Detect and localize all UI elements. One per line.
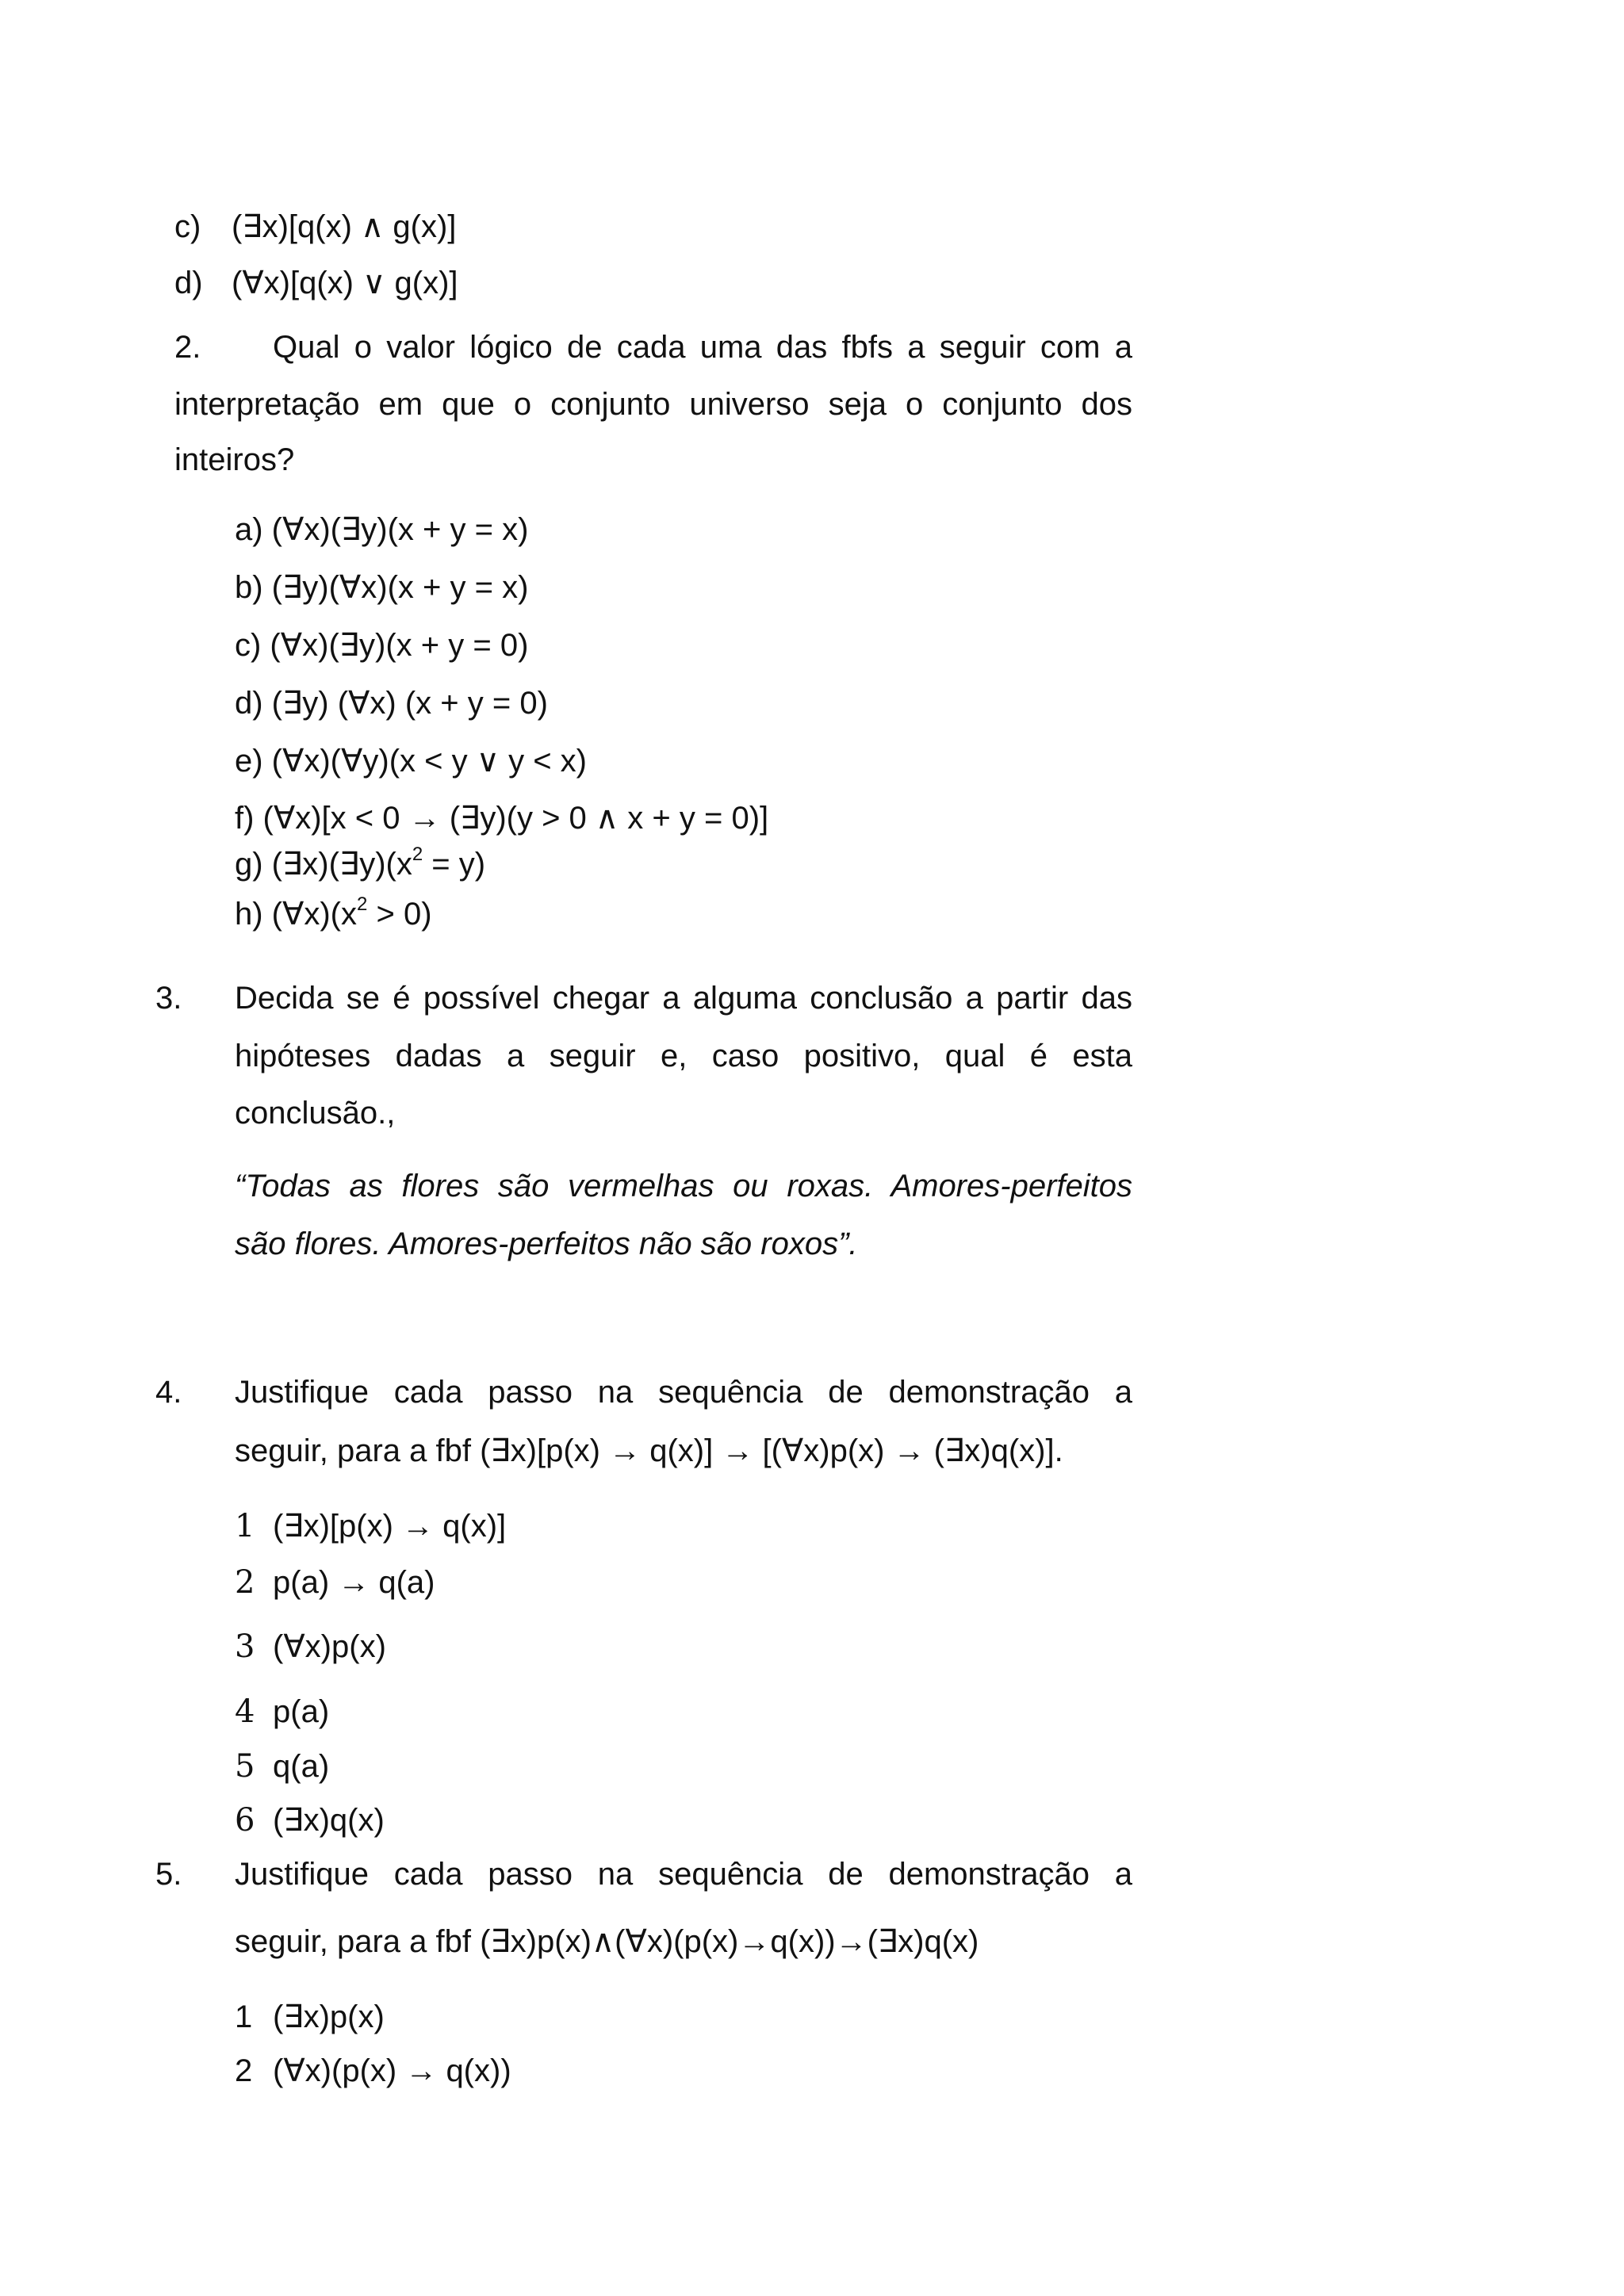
q4-step-1 [235, 1507, 506, 1545]
q5-line-1: Justifique cada passo na sequência de demonstração a [235, 1857, 1132, 1892]
q4-step-2 [235, 1563, 435, 1601]
q1-item-c-label: c) [174, 209, 201, 244]
q4-step-5-text: q(a) [273, 1749, 330, 1784]
q3-quote-line-1: “Todas as flores são vermelhas ou roxas. Amores-perfeitos [235, 1169, 1132, 1203]
q2-item-e: e) (∀x)(∀y)(x < y ∨ y < x) [235, 744, 588, 779]
q4-step-6 [235, 1801, 385, 1839]
q2-item-h-exponent: 2 [357, 894, 368, 915]
q1-item-d-text: (∀x)[q(x) ∨ g(x)] [232, 266, 458, 300]
q2-item-h [235, 895, 432, 933]
q3-quote-line-2: são flores. Amores-perfeitos não são roxos”. [235, 1226, 858, 1261]
q4-line-1: Justifique cada passo na sequência de demonstração a [235, 1375, 1132, 1410]
q2-item-g-exponent: 2 [412, 844, 423, 865]
q2-item-h-post: > 0) [367, 897, 432, 932]
q2-line-3: inteiros? [174, 442, 295, 477]
q4-step-4-number: 4 [235, 1693, 255, 1730]
q3-line-1: Decida se é possível chegar a alguma conclusão a partir das [235, 981, 1132, 1016]
q2-number: 2. [174, 330, 201, 365]
q5-step-1-text: (∃x)p(x) [273, 1999, 385, 2034]
q1-item-c [174, 208, 457, 246]
q4-step-2-text: p(a) → q(a) [273, 1565, 435, 1600]
q4-step-5-number: 5 [235, 1748, 255, 1785]
q3-line-3: conclusão., [235, 1096, 396, 1131]
q5-number: 5. [155, 1857, 182, 1892]
q1-item-d-label: d) [174, 266, 203, 300]
q4-step-3-number: 3 [235, 1628, 255, 1665]
q2-item-h-pre: h) (∀x)(x [235, 897, 358, 932]
q3-line-2: hipóteses dadas a seguir e, caso positivo, qual é esta [235, 1039, 1132, 1073]
q4-step-4-text: p(a) [273, 1694, 330, 1729]
q4-step-6-text: (∃x)q(x) [273, 1803, 385, 1838]
q5-step-1-number: 1 [235, 1999, 253, 2034]
q4-step-3 [235, 1628, 386, 1666]
q2-line-2: interpretação em que o conjunto universo seja o conjunto dos [174, 387, 1132, 422]
q2-item-a: a) (∀x)(∃y)(x + y = x) [235, 512, 529, 547]
q4-line-2: seguir, para a fbf (∃x)[p(x) → q(x)] → [(∀x)p(x) → (∃x)q(x)]. [235, 1433, 1063, 1468]
q4-step-1-number: 1 [235, 1508, 255, 1544]
q5-line-2: seguir, para a fbf (∃x)p(x)∧(∀x)(p(x)→q(x))→(∃x)q(x) [235, 1924, 979, 1959]
q2-item-g [235, 845, 485, 883]
q1-item-c-text: (∃x)[q(x) ∧ g(x)] [232, 209, 457, 244]
q2-item-g-post: = y) [423, 847, 486, 882]
q5-step-2-number: 2 [235, 2053, 253, 2088]
q2-item-g-pre: g) (∃x)(∃y)(x [235, 847, 412, 882]
q4-step-6-number: 6 [235, 1802, 255, 1839]
q2-item-c: c) (∀x)(∃y)(x + y = 0) [235, 628, 529, 663]
q3-number: 3. [155, 981, 182, 1016]
q4-number: 4. [155, 1375, 182, 1410]
q2-line-1: Qual o valor lógico de cada uma das fbfs a seguir com a [273, 330, 1132, 365]
q2-item-b: b) (∃y)(∀x)(x + y = x) [235, 570, 529, 605]
q4-step-3-text: (∀x)p(x) [273, 1629, 386, 1664]
q4-step-2-number: 2 [235, 1564, 255, 1601]
q5-step-1 [235, 1998, 385, 2036]
q5-step-2-text: (∀x)(p(x) → q(x)) [273, 2053, 511, 2088]
q4-step-1-text: (∃x)[p(x) → q(x)] [273, 1509, 507, 1544]
q4-step-5 [235, 1747, 329, 1785]
q2-item-f: f) (∀x)[x < 0 → (∃y)(y > 0 ∧ x + y = 0)] [235, 801, 769, 836]
q2-item-d: d) (∃y) (∀x) (x + y = 0) [235, 686, 548, 721]
q4-step-4 [235, 1693, 329, 1731]
q5-step-2 [235, 2052, 511, 2090]
q1-item-d [174, 264, 458, 302]
